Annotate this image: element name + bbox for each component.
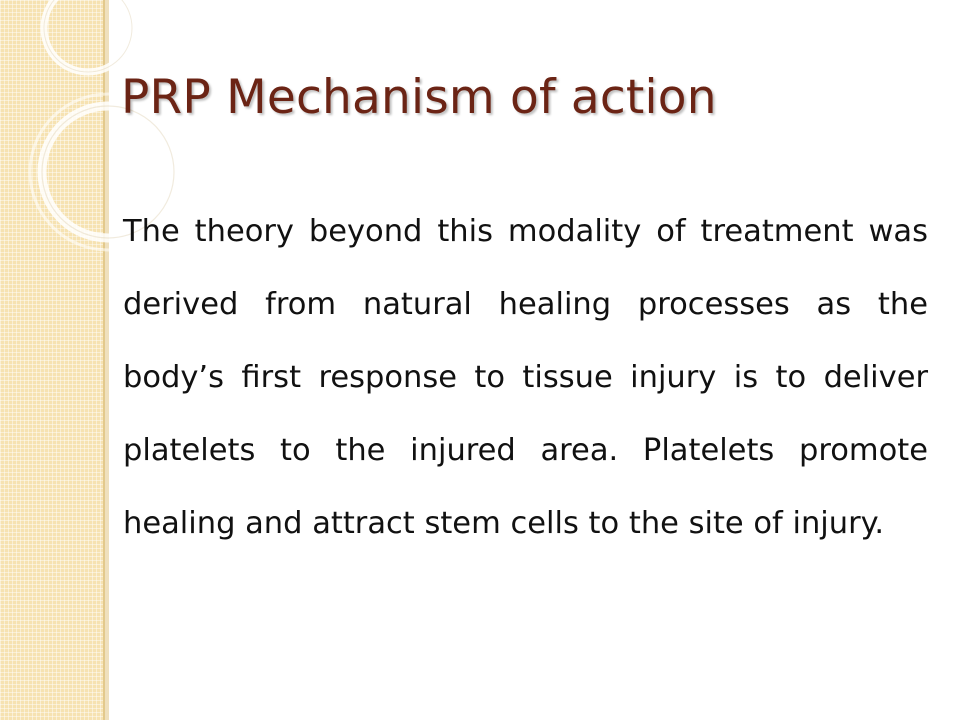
slide-body-text: The theory beyond this modality of treatment was derived from natural healing processes as the body’s first response to tissue injury is to deliver platelets to the injured area. Platelets promote healing and attract stem cells to the site of injury. bbox=[123, 214, 928, 541]
slide-title: PRP Mechanism of action bbox=[121, 70, 717, 125]
